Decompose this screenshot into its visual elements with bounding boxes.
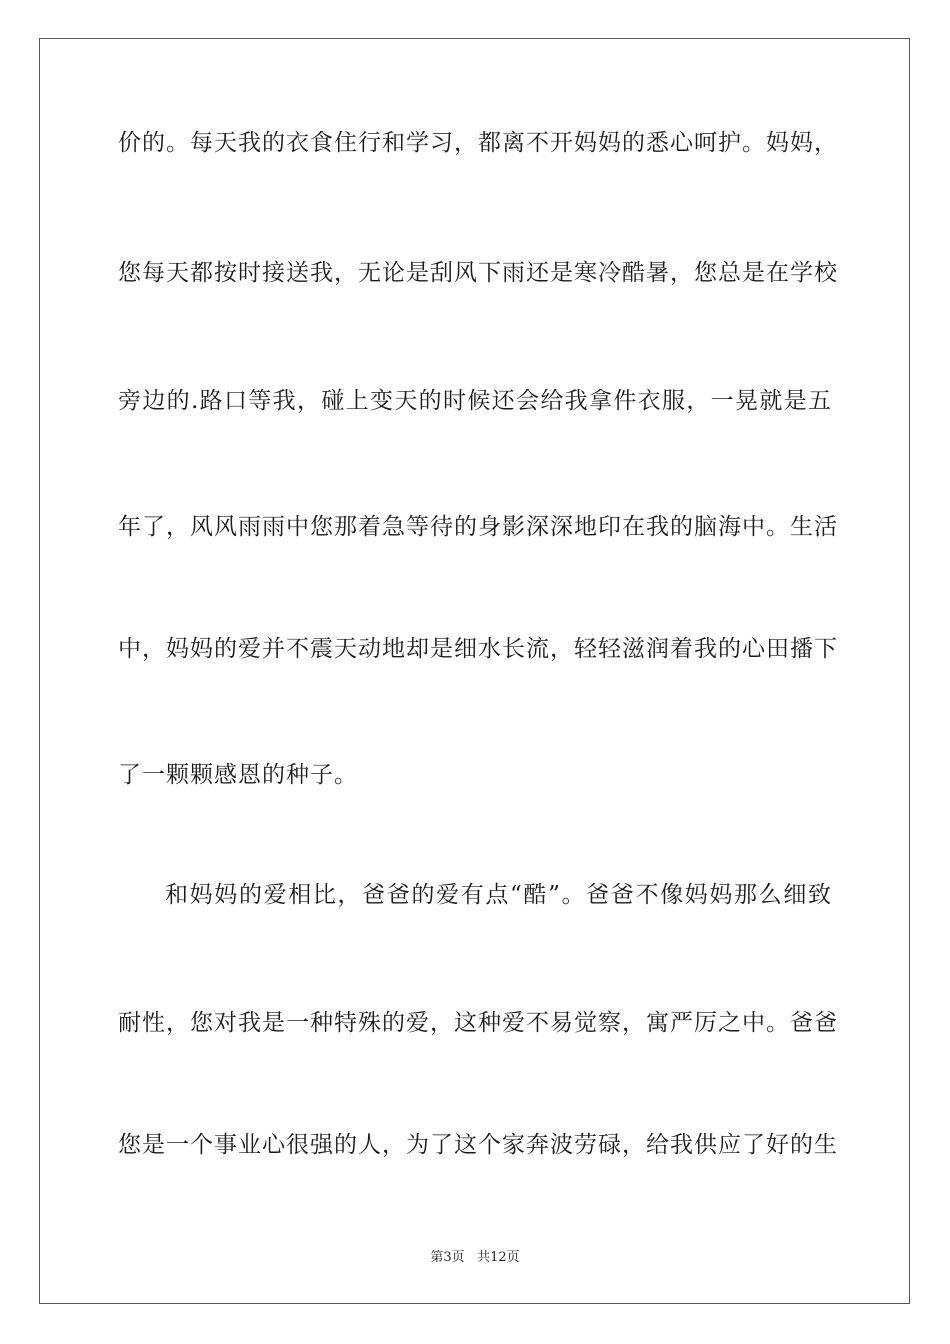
- total-pages: 共12页: [477, 1250, 520, 1265]
- body-text-line: 年了，风风雨雨中您那着急等待的身影深深地印在我的脑海中。生活: [118, 514, 838, 540]
- paragraph-start-line: 和妈妈的爱相比，爸爸的爱有点“酷”。爸爸不像妈妈那么细致: [165, 882, 832, 908]
- page-number: 第3页: [430, 1250, 465, 1265]
- body-text-line: 耐性，您对我是一种特殊的爱，这种爱不易觉察，寓严厉之中。爸爸: [118, 1010, 838, 1036]
- body-text-line: 您是一个事业心很强的人，为了这个家奔波劳碌，给我供应了好的生: [118, 1132, 838, 1158]
- body-text-line: 了一颗颗感恩的种子。: [118, 762, 358, 788]
- body-text-line: 您每天都按时接送我，无论是刮风下雨还是寒冷酷暑，您总是在学校: [118, 260, 838, 286]
- page-footer: [0, 1246, 950, 1265]
- body-text-line: 价的。每天我的衣食住行和学习，都离不开妈妈的悉心呵护。妈妈，: [118, 130, 838, 156]
- body-text-line: 旁边的.路口等我，碰上变天的时候还会给我拿件衣服，一晃就是五: [118, 388, 832, 414]
- page-frame: [39, 38, 910, 1304]
- body-text-line: 中，妈妈的爱并不震天动地却是细水长流，轻轻滋润着我的心田播下: [118, 636, 838, 662]
